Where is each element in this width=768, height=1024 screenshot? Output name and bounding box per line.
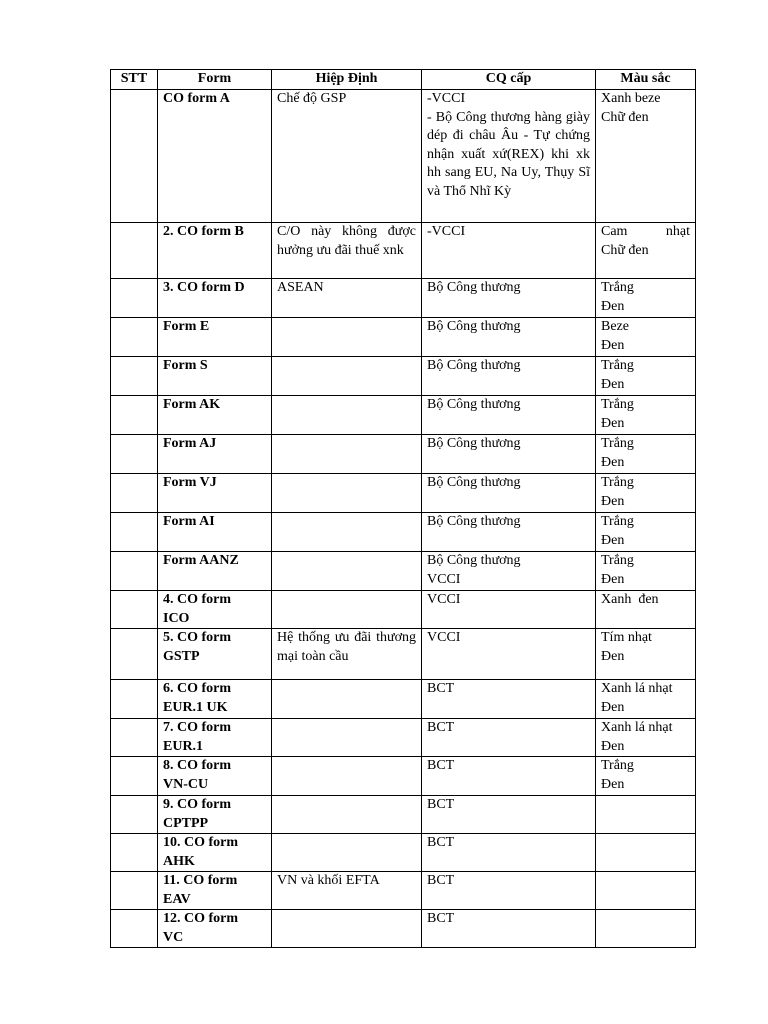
table-row [111,757,696,796]
cell-issuer: Bộ Công thương [422,396,596,435]
cell-agreement: C/O này không được hưởng ưu đãi thuế xnk [272,223,422,279]
cell-agreement [272,719,422,757]
cell-stt [111,223,158,279]
cell-color [596,435,696,474]
table-row [111,591,696,629]
form-line: 9. CO form [163,797,232,812]
color-text: Đen [601,776,625,792]
cell-agreement [272,396,422,435]
issuer-extra: VCCI [427,571,461,587]
color-bg: Trắng [601,758,634,773]
cell-color [596,910,696,948]
cell-stt [111,396,158,435]
cell-agreement [272,552,422,591]
cell-issuer: Bộ Công thương [422,513,596,552]
cell-stt [111,474,158,513]
cell-stt [111,318,158,357]
cell-issuer: BCT [422,872,596,910]
form-line: 11. CO form [163,873,238,888]
table-row [111,552,696,591]
cell-agreement [272,435,422,474]
color-text: Đen [601,571,625,587]
header-form: Form [158,70,272,90]
form-line: AHK [163,853,195,869]
cell-issuer: BCT [422,757,596,796]
cell-issuer: BCT [422,796,596,834]
form-line: CPTPP [163,815,209,831]
cell-issuer: VCCI [422,591,596,629]
form-line: 7. CO form [163,720,232,735]
cell-form [158,680,272,719]
cell-form: 2. CO form B [158,223,272,279]
cell-form: 3. CO form D [158,279,272,318]
color-bg: Beze [601,319,629,334]
table-row [111,834,696,872]
form-line: 8. CO form [163,758,232,773]
table-row [111,90,696,223]
cell-form [158,872,272,910]
form-line: EUR.1 [163,738,204,754]
table-row [111,279,696,318]
cell-agreement [272,910,422,948]
cell-issuer: VCCI [422,629,596,680]
cell-issuer: BCT [422,680,596,719]
cell-color [596,757,696,796]
form-line: VN-CU [163,776,209,792]
cell-stt [111,279,158,318]
header-stt: STT [111,70,158,90]
cell-form: Form S [158,357,272,396]
cell-agreement [272,757,422,796]
color-bg: Cam nhạt [601,224,690,239]
color-bg: Trắng [601,436,634,451]
issuer-line: -VCCI [427,91,466,106]
color-bg: Trắng [601,553,634,568]
cell-issuer [422,552,596,591]
cell-color [596,834,696,872]
form-line: EUR.1 UK [163,699,228,715]
color-text: Đen [601,648,625,664]
cell-stt [111,90,158,223]
table-row [111,318,696,357]
cell-agreement [272,834,422,872]
cell-form: Form AJ [158,435,272,474]
color-text: Chữ đen [601,242,649,258]
cell-form: Form AK [158,396,272,435]
cell-issuer: Bộ Công thương [422,318,596,357]
cell-form [158,834,272,872]
cell-issuer: Bộ Công thương [422,435,596,474]
form-line: 12. CO form [163,911,239,926]
form-line: GSTP [163,648,200,664]
form-line: 6. CO form [163,681,232,696]
color-bg: Trắng [601,514,634,529]
cell-form: Form VJ [158,474,272,513]
color-bg: Trắng [601,280,634,295]
cell-issuer: BCT [422,719,596,757]
color-bg: Xanh lá nhạt [601,720,673,735]
co-forms-table [110,69,696,948]
cell-agreement [272,680,422,719]
table-row [111,223,696,279]
cell-color [596,90,696,223]
color-bg: Trắng [601,475,634,490]
cell-color [596,680,696,719]
cell-agreement [272,357,422,396]
cell-color [596,719,696,757]
cell-issuer: Bộ Công thương [422,474,596,513]
cell-color [596,474,696,513]
cell-stt [111,834,158,872]
cell-form: Form E [158,318,272,357]
form-line: ICO [163,610,190,626]
issuer-detail: - Bộ Công thương hàng giày dép đi châu Âu - Tự chứng nhận xuất xứ(REX) khi xk hh sang EU, Na Uy, Thụy Sĩ và Thổ Nhĩ Kỳ [427,109,590,199]
cell-agreement: VN và khối EFTA [272,872,422,910]
form-line: EAV [163,891,191,907]
color-bg: Xanh beze [601,91,661,106]
cell-color [596,872,696,910]
cell-stt [111,680,158,719]
cell-agreement [272,591,422,629]
header-agreement: Hiệp Định [272,70,422,90]
cell-color: Xanh đen [596,591,696,629]
header-color: Màu sắc [596,70,696,90]
color-text: Đen [601,298,625,314]
cell-form [158,757,272,796]
cell-stt [111,629,158,680]
cell-stt [111,513,158,552]
cell-agreement [272,796,422,834]
cell-color [596,513,696,552]
cell-issuer: BCT [422,910,596,948]
cell-agreement: Chế độ GSP [272,90,422,223]
table-row [111,474,696,513]
form-line: 5. CO form [163,630,232,645]
table-row [111,872,696,910]
cell-color [596,396,696,435]
cell-color [596,629,696,680]
cell-stt [111,435,158,474]
cell-form: Form AI [158,513,272,552]
color-text: Đen [601,454,625,470]
table-row [111,910,696,948]
cell-stt [111,719,158,757]
cell-form [158,629,272,680]
header-issuer: CQ cấp [422,70,596,90]
cell-issuer: Bộ Công thương [422,279,596,318]
cell-agreement: ASEAN [272,279,422,318]
cell-issuer [422,90,596,223]
cell-issuer: BCT [422,834,596,872]
color-bg: Xanh lá nhạt [601,681,673,696]
cell-stt [111,872,158,910]
color-text: Đen [601,337,625,353]
color-text: Đen [601,738,625,754]
cell-form [158,591,272,629]
color-text: Chữ đen [601,109,649,125]
cell-stt [111,757,158,796]
cell-stt [111,591,158,629]
table-row [111,680,696,719]
color-text: Đen [601,532,625,548]
cell-stt [111,796,158,834]
form-line: 4. CO form [163,592,232,607]
cell-agreement [272,513,422,552]
table-row [111,719,696,757]
cell-form [158,796,272,834]
table-header-row [111,70,696,90]
cell-issuer: -VCCI [422,223,596,279]
table-row [111,357,696,396]
cell-form: Form AANZ [158,552,272,591]
cell-agreement [272,318,422,357]
cell-agreement: Hệ thống ưu đãi thương mại toàn cầu [272,629,422,680]
cell-color [596,223,696,279]
cell-color [596,318,696,357]
table-row [111,435,696,474]
color-text: Đen [601,376,625,392]
color-bg: Trắng [601,397,634,412]
form-line: 10. CO form [163,835,239,850]
issuer-line: Bộ Công thương [427,553,521,568]
cell-stt [111,552,158,591]
table-row [111,629,696,680]
table-row [111,396,696,435]
cell-issuer: Bộ Công thương [422,357,596,396]
cell-agreement [272,474,422,513]
color-text: Đen [601,493,625,509]
color-text: Đen [601,699,625,715]
form-line: VC [163,929,184,945]
cell-stt [111,910,158,948]
color-text: Đen [601,415,625,431]
cell-form [158,719,272,757]
cell-stt [111,357,158,396]
cell-form: CO form A [158,90,272,223]
table-row [111,796,696,834]
cell-color [596,796,696,834]
table-row [111,513,696,552]
color-bg: Tím nhạt [601,630,652,645]
cell-color [596,357,696,396]
cell-color [596,552,696,591]
cell-color [596,279,696,318]
cell-form [158,910,272,948]
color-bg: Trắng [601,358,634,373]
